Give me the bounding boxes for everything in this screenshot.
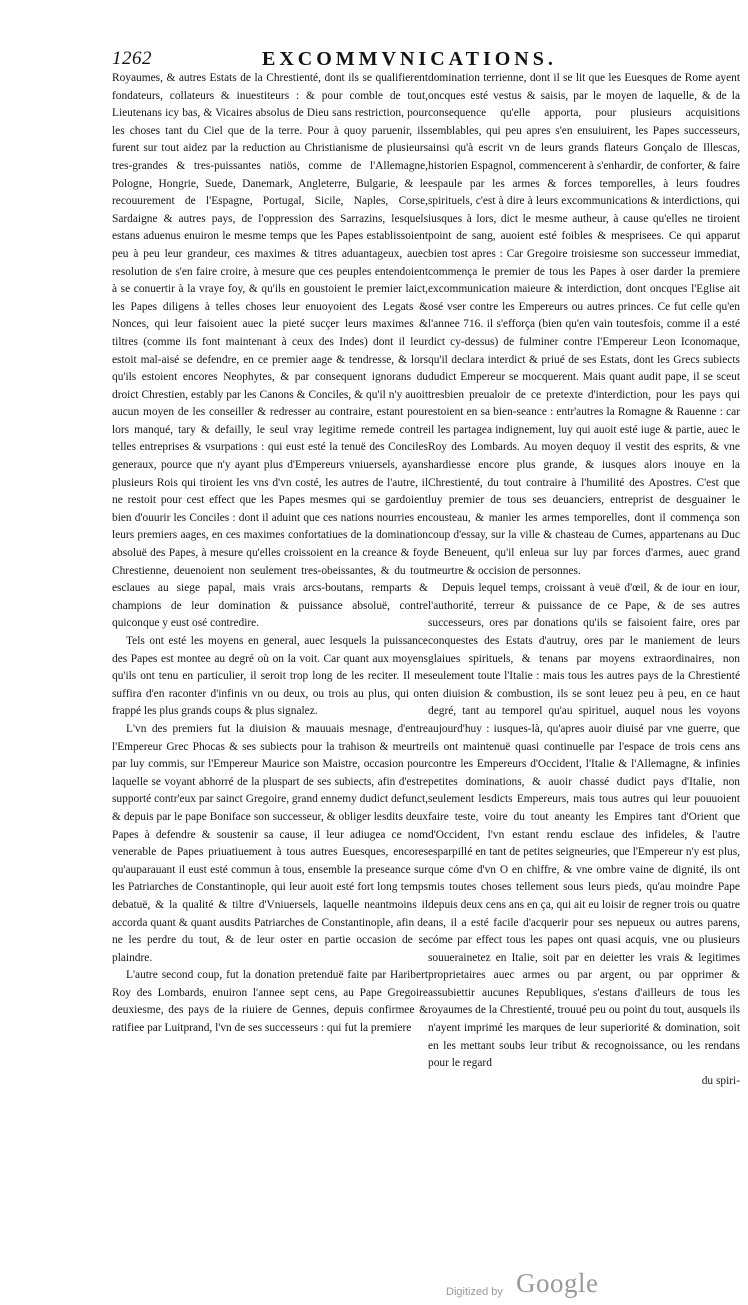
running-title: EXCOMMVNICATIONS. [262,48,557,70]
page-number: 1262 [112,48,152,69]
catchword: du spiri- [701,1074,740,1087]
right-column [428,70,740,1090]
paragraph-4: L'autre second coup, fut la donation pretenduë faite par Haribert Roy des Lombards, enuiron l'annee sept cens, au Pape Gregoire deuxiesme, des pays de la riuiere de Gennes, depuis confirmee & ratifiee par Luitprand, l'vn de ses successeurs : qui fut la premiere [112,969,428,1035]
paragraph-1: Royaumes, & autres Estats de la Chrestienté, dont ils se qualifierent fondateurs, collateurs & inuestiteurs : & pour comble de tout, Lieutenans icy bas, & Vicaires absolus de Dieu sans restriction, pour les choses tant du Ciel que de la terre. Pour à quoy paruenir, ils furent sur tout aidez par la reduction au Christianisme de plusieurs tres-grandes & tres-puissantes natiös, comme de l'Allemagne, Pologne, Hongrie, Suede, Danemark, Angleterre, Bulgarie, & le recouurement de l'Espagne, Portugal, Sicile, Naples, Corse, Sardaigne & autres pays, de l'oppression des Sarrazins, lesquels estans aduenus enuiron le mesme temps que les Papes establissoient peu à peu leur grandeur, ces maximes & titres aduantageux, auec resolution de s'en faire croire, à mesure que ces peuples entendoient à se conuertir à la vraye foy, & qu'ils en goustoient le premier laict, les Papes diligens à telles choses leur enuoyoient des Legats & Nonces, qui leur faisoient auec la pieté sucçer leurs maximes & tiltres (comme ils font maintenant à ceux des Indes) dont il leur estoit mal-aisé se defendre, en ce premier aage & tendresse, & lors qu'ils estoient encores Neophytes, & par consequent ignorans du droict Chrestien, estably par les Canons & Conciles, & qu'il n'y auoit aucun moyen de les conseiller & redresser au contraire, estant pour lors manqué, tary & defailly, le seul vray legitime remede contre telles entreprises & vsurpations : qui eust esté la tenuë des Conciles generaux, pource que n'y ayant plus d'Empereurs vniuersels, ayans plusieurs Rois qui tiroient les vns d'vn costé, les autres de l'autre, il ne restoit pour cest effect que les Papes mesmes qui se gardoient bien d'ouurir les Conciles : dont il aduint que ces nations nourries en leurs premiers aages, en ces maximes confortatiues de la domination absoluë des Papes, à mesure qu'elles croissoient en la creance & foy Chrestienne, deuenoient non seulement tres-obeissantes, & du tout esclaues au siege papal, mais vrais arcs-boutans, remparts & champions de leur domination & puissance absoluë, contre quiconque y eust osé contredire. [112,72,428,630]
google-logo: Google [516,1268,599,1298]
watermark-prefix: Digitized by [446,1286,503,1298]
paragraph-6: Depuis lequel temps, croissant à veuë d'œil, & de iour en iour, l'authorité, terreur & puissance de ce Pape, & de ses autres successeurs, ores par donations qu'ils se faisoient faire, ores par conquestes des Estats d'autruy, ores par le maniement de leurs glaiues spirituels, & tenans par moyens extraordinaires, non seulement toute l'Italie : mais tous les autres pays de la Chrestienté en diuision & combustion, ils se sont leuez peu à peu, en ce haut degré, tant au temporel qu'au spirituel, auquel nous les voyons aujourd'huy : iusques-là, qu'apres auoir diuisé par vne guerre, que ils ont maintenuë quasi continuelle par l'espace de trois cens ans contre les Empereurs d'Occident, l'Italie & l'Allemagne, & infinies petites dominations, & auoir chassé dudict pays d'Italie, non seulement lesdicts Empereurs, mais tous autres qui leur pouuoient faire teste, voire du tout aneanty les Empires tant d'Orient que d'Occident, l'vn estant rendu esclaue des infideles, & l'autre esparpillé en tant de petites seigneuries, que l'Empereur n'y est plus, que cóme d'vn O en chiffre, & vne ombre vaine de dignité, ils ont mis toutes choses tellement sous leurs pieds, qu'au moindre Pape depuis deux cens ans en ça, qui ait eu loisir de regner trois ou quatre ans, il a esté facile d'acquerir pour ses nepueux ou autres parens, cóme par effect tous les papes ont quasi acquis, vne ou plusieurs souuerainetez en Italie, soit par en deietter les vrais & legitimes proprietaires auec armes ou par argent, ou par opprimer & assubiettir aucunes Republiques, s'estans d'ailleurs de tous les royaumes de la Chrestienté, trouué peu ou point du tout, ausquels ils n'ayent imprimé les marques de leur superiorité & domination, soit en les mettant soubs leur tribut & recognoissance, ou les rendans pour le regard [428,582,740,1070]
left-column [112,70,428,1038]
paragraph-3: L'vn des premiers fut la diuision & mauuais mesnage, d'entre l'Empereur Grec Phocas & ses subiects pour la trahison & meurtre par luy commis, sur l'Empereur Maurice son Maistre, occasion pour laquelle se voyant abhorré de la pluspart de ses subiects, afin d'estre supporté contr'eux par sainct Gregoire, grand ennemy dudict defunct, & depuis par le pape Boniface son successeur, & obliger lesdits deux Papes à defendre & soustenir sa cause, il leur adiugea ce nom venerable de Papes priuatiuement à tous autres Euesques, encores qu'auparauant il eust esté commun à tous, ensemble la preseance sur les Patriarches de Constantinople, qui leur auoit esté fort long temps debatuë, & la qualité & tiltre d'Vniuersels, laquelle neantmoins il accorda quant & quant ausdits Patriarches de Constantinople, afin de ne les perdre du tout, & de leur oster en partie occasion de se plaindre. [112,722,428,964]
paragraph-5: domination terrienne, dont il se lit que les Euesques de Rome ayent oncques esté vestus & saisis, par le moyen de laquelle, & de la consequence qu'elle apporta, pour plusieurs acquisitions semblables, qui peu apres s'en ensuiuirent, les Papes successeurs, ainsi qu'à escrit vn de leurs grands flateurs Gonçalo de Illescas, historien Espagnol, commencerent à s'enhardir, de conforter, & faire espaule par les armes & forces temporelles, à leurs foudres spirituels, c'est à dire à leurs excommunications & interdictions, qui iusques à lors, dict le mesme autheur, à cause qu'elles ne tiroient point de sang, auoient esté foibles & mesprisees. Ce qui apparut bien tost apres : Car Gregoire troisiesme son successeur immediat, commença le premier de tous les Papes à oser darder la premiere excommunication maieure & interdiction, dont oncques l'Eglise ait osé vser contre les Empereurs ou autres princes. Ce fut celle qu'en l'annee 716. il s'efforça (bien qu'en vain toutesfois, comme il a esté dict cy-dessus) de fulminer contre l'Empereur Leon Iconomaque, qu'il declara interdict & priué de ses Estats, dont les Grecs subiects dudict Empereur se mocquerent. Mais quant audit pape, il se sceut tresbien preualoir de ce pretexte d'interdiction, pour les pays qui estoient en sa bien-seance : entr'autres la Romagne & Rauenne : car il les partagea indignement, luy qui auoit esté iuge & partie, auec le Roy des Lombards. Au moyen dequoy il vestit des esprits, & vne hardiesse encore plus grande, & iusques alors inouye en la Chrestienté, du tout contraire à l'humilité des Apostres. C'est que luy premier de tous ses deuanciers, entreprist de desguainer le cousteau, & manier les armes temporelles, dont il commença son coup d'essay, sur la ville & chasteau de Cumes, appartenans au Duc de Beneuent, qu'il enleua sur luy par forces d'armes, auec grand meurtre & occision de personnes. [428,72,740,577]
paragraph-2: Tels ont esté les moyens en general, auec lesquels la puissance des Papes est montee au degré où on la voit. Car quant aux moyens qu'ils ont tenu en particulier, il seroit trop long de les reciter. Il me suffira d'en raconter d'infinis vn ou deux, ou trois au plus, qui ont frappé les plus grands coups & plus signalez. [112,635,428,718]
